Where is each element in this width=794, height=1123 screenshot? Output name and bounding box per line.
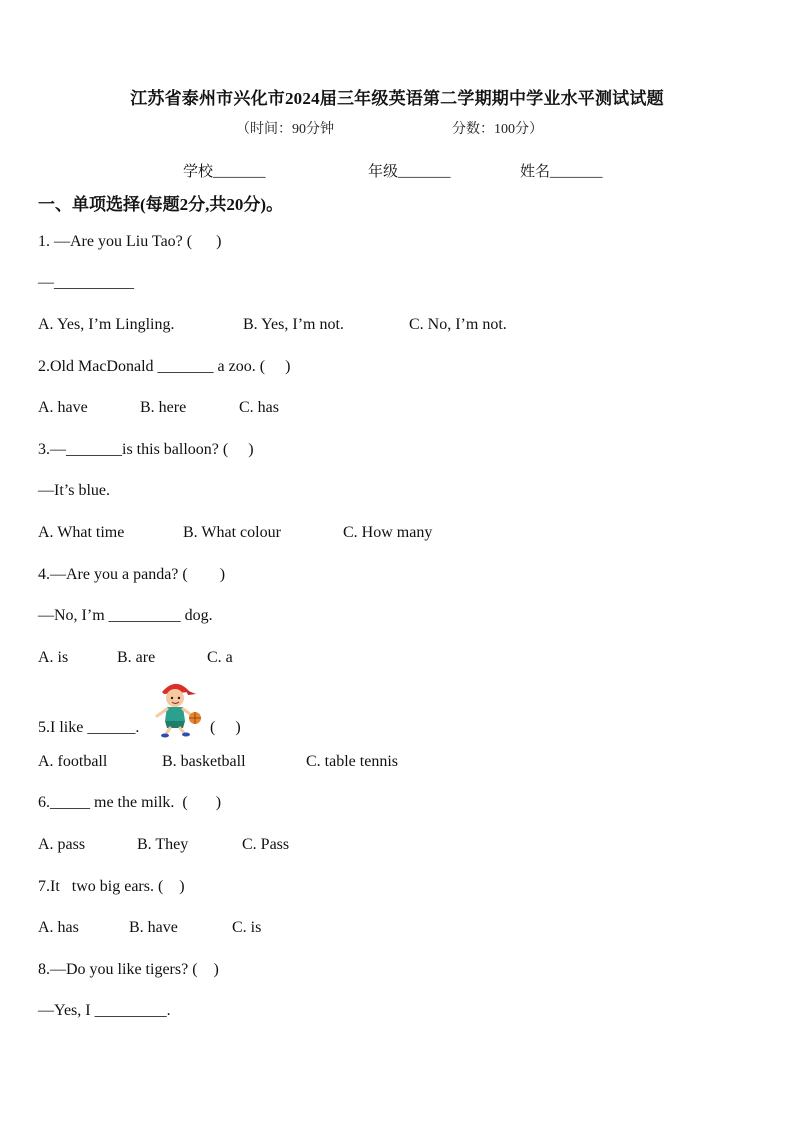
q1-option-a: A. Yes, I’m Lingling. <box>38 316 175 333</box>
q7-option-c: C. is <box>232 919 262 936</box>
question-4: 4.—Are you a panda? ( ) <box>38 566 226 583</box>
question-3-reply: —It’s blue. <box>38 482 110 499</box>
question-3: 3.—_______is this balloon? ( ) <box>38 441 254 458</box>
score-label: 分数：100分） <box>452 122 543 137</box>
q5-option-c: C. table tennis <box>306 753 398 770</box>
q6-option-a: A. pass <box>38 836 86 853</box>
document-title: 江苏省泰州市兴化市2024届三年级英语第二学期期中学业水平测试试题 <box>130 89 664 108</box>
question-8: 8.—Do you like tigers? ( ) <box>38 961 219 978</box>
q4-option-b: B. are <box>117 649 156 666</box>
section-heading: 一、单项选择(每题2分,共20分)。 <box>38 195 284 214</box>
q5-option-b: B. basketball <box>162 753 246 770</box>
question-1-answer-line: —__________ <box>38 274 134 291</box>
question-5-bracket: ( ) <box>210 719 241 736</box>
q3-option-c: C. How many <box>343 524 433 541</box>
q1-option-b: B. Yes, I’m not. <box>243 316 344 333</box>
question-7: 7.It two big ears. ( ) <box>38 878 185 895</box>
question-1: 1. —Are you Liu Tao? ( ) <box>38 233 222 250</box>
q3-option-b: B. What colour <box>183 524 281 541</box>
question-5: 5.I like ______. <box>38 719 140 736</box>
grade-field: 年级_______ <box>368 164 451 180</box>
basketball-boy-icon <box>150 678 206 738</box>
q4-option-a: A. is <box>38 649 69 666</box>
q2-option-b: B. here <box>140 399 187 416</box>
q2-option-a: A. have <box>38 399 88 416</box>
name-field: 姓名_______ <box>520 164 603 180</box>
q3-option-a: A. What time <box>38 524 125 541</box>
q1-option-c: C. No, I’m not. <box>409 316 507 333</box>
question-6: 6._____ me the milk. ( ) <box>38 794 222 811</box>
q5-option-a: A. football <box>38 753 108 770</box>
question-2: 2.Old MacDonald _______ a zoo. ( ) <box>38 358 291 375</box>
school-field: 学校_______ <box>183 164 266 180</box>
q7-option-b: B. have <box>129 919 178 936</box>
q4-option-c: C. a <box>207 649 233 666</box>
question-4-reply: —No, I’m _________ dog. <box>38 607 213 624</box>
q7-option-a: A. has <box>38 919 79 936</box>
question-8-reply: —Yes, I _________. <box>38 1002 171 1019</box>
q6-option-b: B. They <box>137 836 189 853</box>
q2-option-c: C. has <box>239 399 279 416</box>
q6-option-c: C. Pass <box>242 836 290 853</box>
time-label: （时间：90分钟 <box>236 122 334 137</box>
